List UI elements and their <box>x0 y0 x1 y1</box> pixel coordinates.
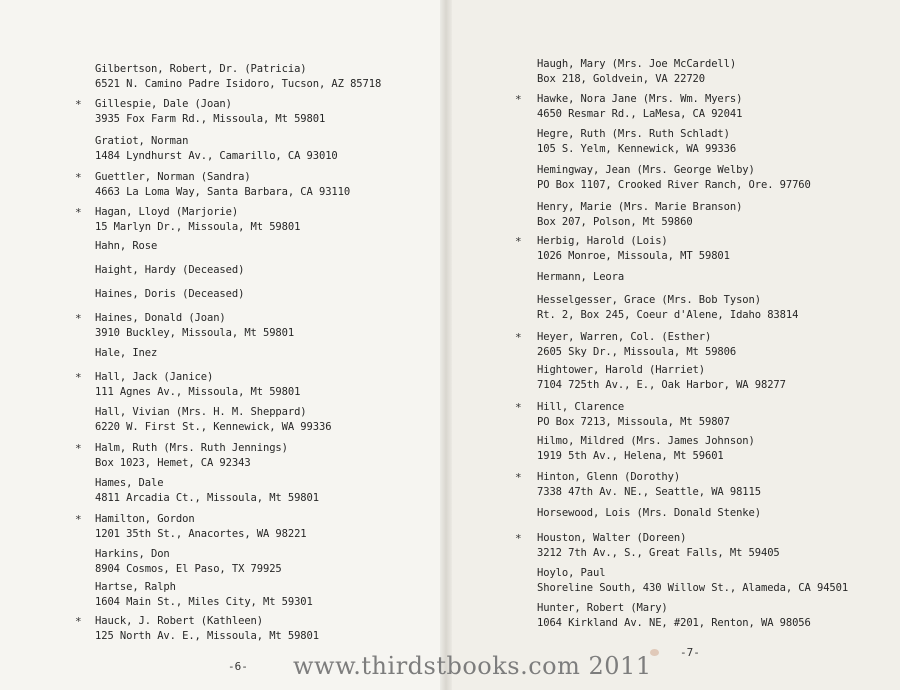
directory-entry <box>95 614 319 644</box>
directory-entry <box>95 441 288 471</box>
directory-entry <box>537 293 798 323</box>
entry-address: 7338 47th Av. NE., Seattle, WA 98115 <box>537 486 761 498</box>
directory-entry <box>95 547 282 577</box>
entry-address: PO Box 7213, Missoula, Mt 59807 <box>537 416 730 428</box>
directory-entry <box>537 234 730 264</box>
entry-address: Shoreline South, 430 Willow St., Alameda, CA 94501 <box>537 582 849 594</box>
member-asterisk: * <box>515 532 522 545</box>
entry-address: 6220 W. First St., Kennewick, WA 99336 <box>95 421 332 433</box>
directory-entry <box>95 405 331 435</box>
entry-address: 4650 Resmar Rd., LaMesa, CA 92041 <box>537 108 743 120</box>
directory-entry <box>95 62 381 92</box>
directory-entry <box>95 346 157 361</box>
directory-entry <box>95 134 338 164</box>
entry-name: Hinton, Glenn (Dorothy) <box>537 471 681 483</box>
member-asterisk: * <box>515 401 522 414</box>
member-asterisk: * <box>75 312 82 325</box>
entry-name: Haines, Donald (Joan) <box>95 312 226 324</box>
entry-address: Box 1023, Hemet, CA 92343 <box>95 457 251 469</box>
entry-address: Box 218, Goldvein, VA 22720 <box>537 73 705 85</box>
book-gutter <box>440 0 452 690</box>
entry-address: 1604 Main St., Miles City, Mt 59301 <box>95 596 313 608</box>
directory-entry <box>95 476 319 506</box>
directory-entry <box>95 512 307 542</box>
entry-address: 111 Agnes Av., Missoula, Mt 59801 <box>95 386 301 398</box>
directory-entry <box>95 287 244 302</box>
entry-address: 15 Marlyn Dr., Missoula, Mt 59801 <box>95 221 301 233</box>
entry-name: Hall, Jack (Janice) <box>95 371 214 383</box>
left-page-number: -6- <box>228 660 248 673</box>
entry-address: 125 North Av. E., Missoula, Mt 59801 <box>95 630 319 642</box>
entry-name: Heyer, Warren, Col. (Esther) <box>537 331 712 343</box>
directory-entry <box>537 434 755 464</box>
entry-address: 1064 Kirkland Av. NE, #201, Renton, WA 98056 <box>537 617 811 629</box>
member-asterisk: * <box>515 471 522 484</box>
entry-address: 1201 35th St., Anacortes, WA 98221 <box>95 528 307 540</box>
entry-name: Hahn, Rose <box>95 240 158 252</box>
member-asterisk: * <box>75 371 82 384</box>
entry-name: Hall, Vivian (Mrs. H. M. Sheppard) <box>95 406 307 418</box>
watermark-text: www.thirdstbooks.com 2011 <box>293 652 652 680</box>
entry-name: Hemingway, Jean (Mrs. George Welby) <box>537 164 755 176</box>
directory-entry <box>537 566 848 596</box>
directory-entry <box>95 97 325 127</box>
directory-entry <box>537 330 736 360</box>
entry-name: Hill, Clarence <box>537 401 625 413</box>
entry-name: Guettler, Norman (Sandra) <box>95 171 251 183</box>
member-asterisk: * <box>515 235 522 248</box>
entry-name: Hegre, Ruth (Mrs. Ruth Schladt) <box>537 128 730 140</box>
directory-entry <box>95 205 300 235</box>
entry-address: 6521 N. Camino Padre Isidoro, Tucson, AZ 85718 <box>95 78 382 90</box>
directory-entry <box>95 370 300 400</box>
entry-name: Houston, Walter (Doreen) <box>537 532 687 544</box>
entry-name: Hunter, Robert (Mary) <box>537 602 668 614</box>
entry-address: 105 S. Yelm, Kennewick, WA 99336 <box>537 143 737 155</box>
entry-name: Hamilton, Gordon <box>95 513 195 525</box>
entry-address: Rt. 2, Box 245, Coeur d'Alene, Idaho 83814 <box>537 309 799 321</box>
directory-entry <box>537 270 624 285</box>
entry-name: Gilbertson, Robert, Dr. (Patricia) <box>95 63 307 75</box>
member-asterisk: * <box>75 442 82 455</box>
entry-name: Hightower, Harold (Harriet) <box>537 364 705 376</box>
entry-name: Hames, Dale <box>95 477 164 489</box>
entry-address: 3212 7th Av., S., Great Falls, Mt 59405 <box>537 547 780 559</box>
directory-entry <box>537 163 811 193</box>
directory-entry <box>537 506 761 521</box>
entry-name: Haugh, Mary (Mrs. Joe McCardell) <box>537 58 737 70</box>
entry-name: Harkins, Don <box>95 548 170 560</box>
member-asterisk: * <box>515 331 522 344</box>
entry-name: Hale, Inez <box>95 347 158 359</box>
member-asterisk: * <box>75 513 82 526</box>
entry-address: 7104 725th Av., E., Oak Harbor, WA 98277 <box>537 379 786 391</box>
entry-name: Hoylo, Paul <box>537 567 606 579</box>
directory-entry <box>537 470 761 500</box>
directory-entry <box>95 311 294 341</box>
member-asterisk: * <box>75 98 82 111</box>
entry-name: Gillespie, Dale (Joan) <box>95 98 232 110</box>
directory-entry <box>95 580 313 610</box>
entry-name: Hartse, Ralph <box>95 581 176 593</box>
entry-address: 1026 Monroe, Missoula, MT 59801 <box>537 250 730 262</box>
entry-address: 1484 Lyndhurst Av., Camarillo, CA 93010 <box>95 150 338 162</box>
entry-name: Hawke, Nora Jane (Mrs. Wm. Myers) <box>537 93 743 105</box>
directory-entry <box>537 531 780 561</box>
member-asterisk: * <box>75 206 82 219</box>
entry-name: Horsewood, Lois (Mrs. Donald Stenke) <box>537 507 761 519</box>
entry-name: Hilmo, Mildred (Mrs. James Johnson) <box>537 435 755 447</box>
entry-address: 4663 La Loma Way, Santa Barbara, CA 93110 <box>95 186 351 198</box>
entry-address: 8904 Cosmos, El Paso, TX 79925 <box>95 563 282 575</box>
directory-entry <box>95 239 157 254</box>
entry-name: Herbig, Harold (Lois) <box>537 235 668 247</box>
directory-entry <box>537 57 736 87</box>
directory-entry <box>537 127 736 157</box>
entry-name: Hauck, J. Robert (Kathleen) <box>95 615 263 627</box>
entry-address: 3910 Buckley, Missoula, Mt 59801 <box>95 327 295 339</box>
right-page-number: -7- <box>680 646 700 659</box>
directory-entry <box>537 363 786 393</box>
member-asterisk: * <box>75 615 82 628</box>
entry-name: Hagan, Lloyd (Marjorie) <box>95 206 239 218</box>
directory-entry <box>95 170 350 200</box>
entry-name: Hermann, Leora <box>537 271 625 283</box>
entry-name: Halm, Ruth (Mrs. Ruth Jennings) <box>95 442 288 454</box>
directory-entry <box>537 92 742 122</box>
member-asterisk: * <box>75 171 82 184</box>
entry-name: Henry, Marie (Mrs. Marie Branson) <box>537 201 743 213</box>
entry-address: 3935 Fox Farm Rd., Missoula, Mt 59801 <box>95 113 326 125</box>
entry-address: 1919 5th Av., Helena, Mt 59601 <box>537 450 724 462</box>
directory-entry <box>95 263 244 278</box>
directory-entry <box>537 200 742 230</box>
entry-name: Haines, Doris (Deceased) <box>95 288 245 300</box>
entry-name: Haight, Hardy (Deceased) <box>95 264 245 276</box>
entry-name: Hesselgesser, Grace (Mrs. Bob Tyson) <box>537 294 761 306</box>
entry-address: 4811 Arcadia Ct., Missoula, Mt 59801 <box>95 492 319 504</box>
directory-entry <box>537 601 811 631</box>
entry-address: Box 207, Polson, Mt 59860 <box>537 216 693 228</box>
entry-name: Gratiot, Norman <box>95 135 189 147</box>
entry-address: 2605 Sky Dr., Missoula, Mt 59806 <box>537 346 737 358</box>
member-asterisk: * <box>515 93 522 106</box>
entry-address: PO Box 1107, Crooked River Ranch, Ore. 97760 <box>537 179 811 191</box>
directory-entry <box>537 400 730 430</box>
